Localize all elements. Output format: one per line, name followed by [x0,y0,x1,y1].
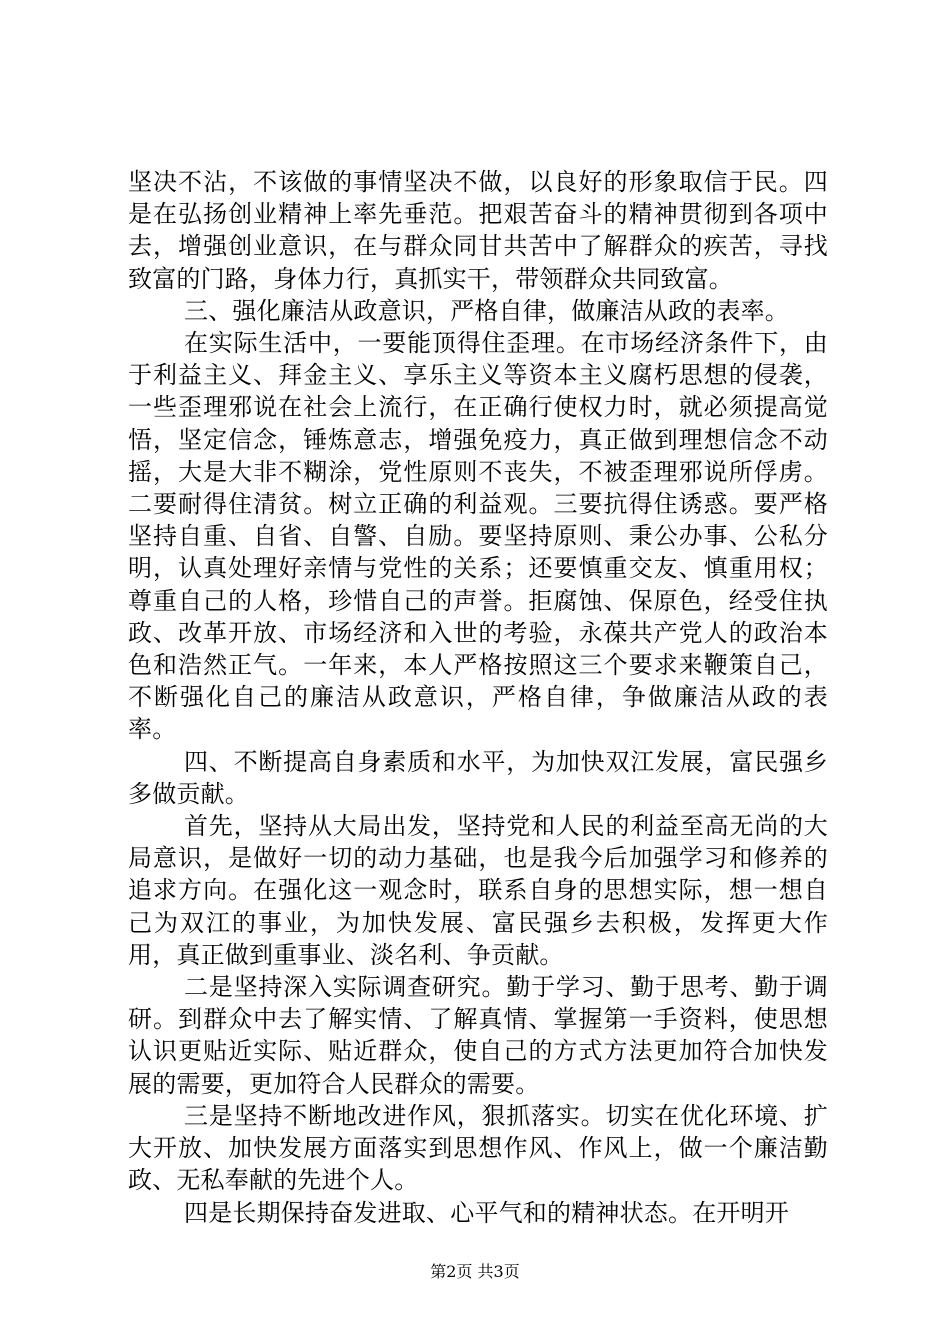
paragraph: 二是坚持深入实际调查研究。勤于学习、勤于思考、勤于调研。到群众中去了解实情、了解真情、掌握第一手资料，使思想认识更贴近实际、贴近群众，使自己的方式方法更加符合加快发展的需要，更加符合人民群众的需要。 [128,973,828,1098]
section-heading-four: 四、不断提高自身素质和水平，为加快双江发展，富民强乡多做贡献。 [128,747,828,808]
page-number: 第2页 共3页 [430,1262,520,1281]
paragraph-continuation: 坚决不沾，不该做的事情坚决不做，以良好的形象取信于民。四是在弘扬创业精神上率先垂范。把艰苦奋斗的精神贯彻到各项中去，增强创业意识，在与群众同甘共苦中了解群众的疾苦，寻找致富的门路，身体力行，真抓实干，带领群众共同致富。 [128,168,828,293]
section-heading-three: 三、强化廉洁从政意识，严格自律，做廉洁从政的表率。 [184,296,789,325]
document-body [128,166,828,1229]
paragraph: 四是长期保持奋发进取、心平气和的精神状态。在开明开 [184,1198,789,1227]
paragraph: 首先，坚持从大局出发，坚持党和人民的利益至高无尚的大局意识，是做好一切的动力基础，也是我今后加强学习和修养的追求方向。在强化这一观念时，联系自身的思想实际，想一想自己为双江的事业，为加快发展、富民强乡去积极，发挥更大作用，真正做到重事业、淡名利、争贡献。 [128,812,828,969]
paragraph: 三是坚持不断地改进作风，狠抓落实。切实在优化环境、扩大开放、加快发展方面落实到思想作风、作风上，做一个廉洁勤政、无私奉献的先进个人。 [128,1101,828,1195]
page-footer [0,1262,950,1282]
paragraph: 在实际生活中，一要能顶得住歪理。在市场经济条件下，由于利益主义、拜金主义、享乐主义等资本主义腐朽思想的侵袭，一些歪理邪说在社会上流行，在正确行使权力时，就必须提高觉悟，坚定信念，锤炼意志，增强免疫力，真正做到理想信念不动摇，大是大非不糊涂，党性原则不丧失，不被歪理邪说所俘虏。二要耐得住清贫。树立正确的利益观。三要抗得住诱惑。要严格坚持自重、自省、自警、自励。要坚持原则、秉公办事、公私分明，认真处理好亲情与党性的关系；还要慎重交友、慎重用权；尊重自己的人格，珍惜自己的声誉。拒腐蚀、保原色，经受住执政、改革开放、市场经济和入世的考验，永葆共产党人的政治本色和浩然正气。一年来，本人严格按照这三个要求来鞭策自己，不断强化自己的廉洁从政意识，严格自律，争做廉洁从政的表率。 [128,329,828,744]
